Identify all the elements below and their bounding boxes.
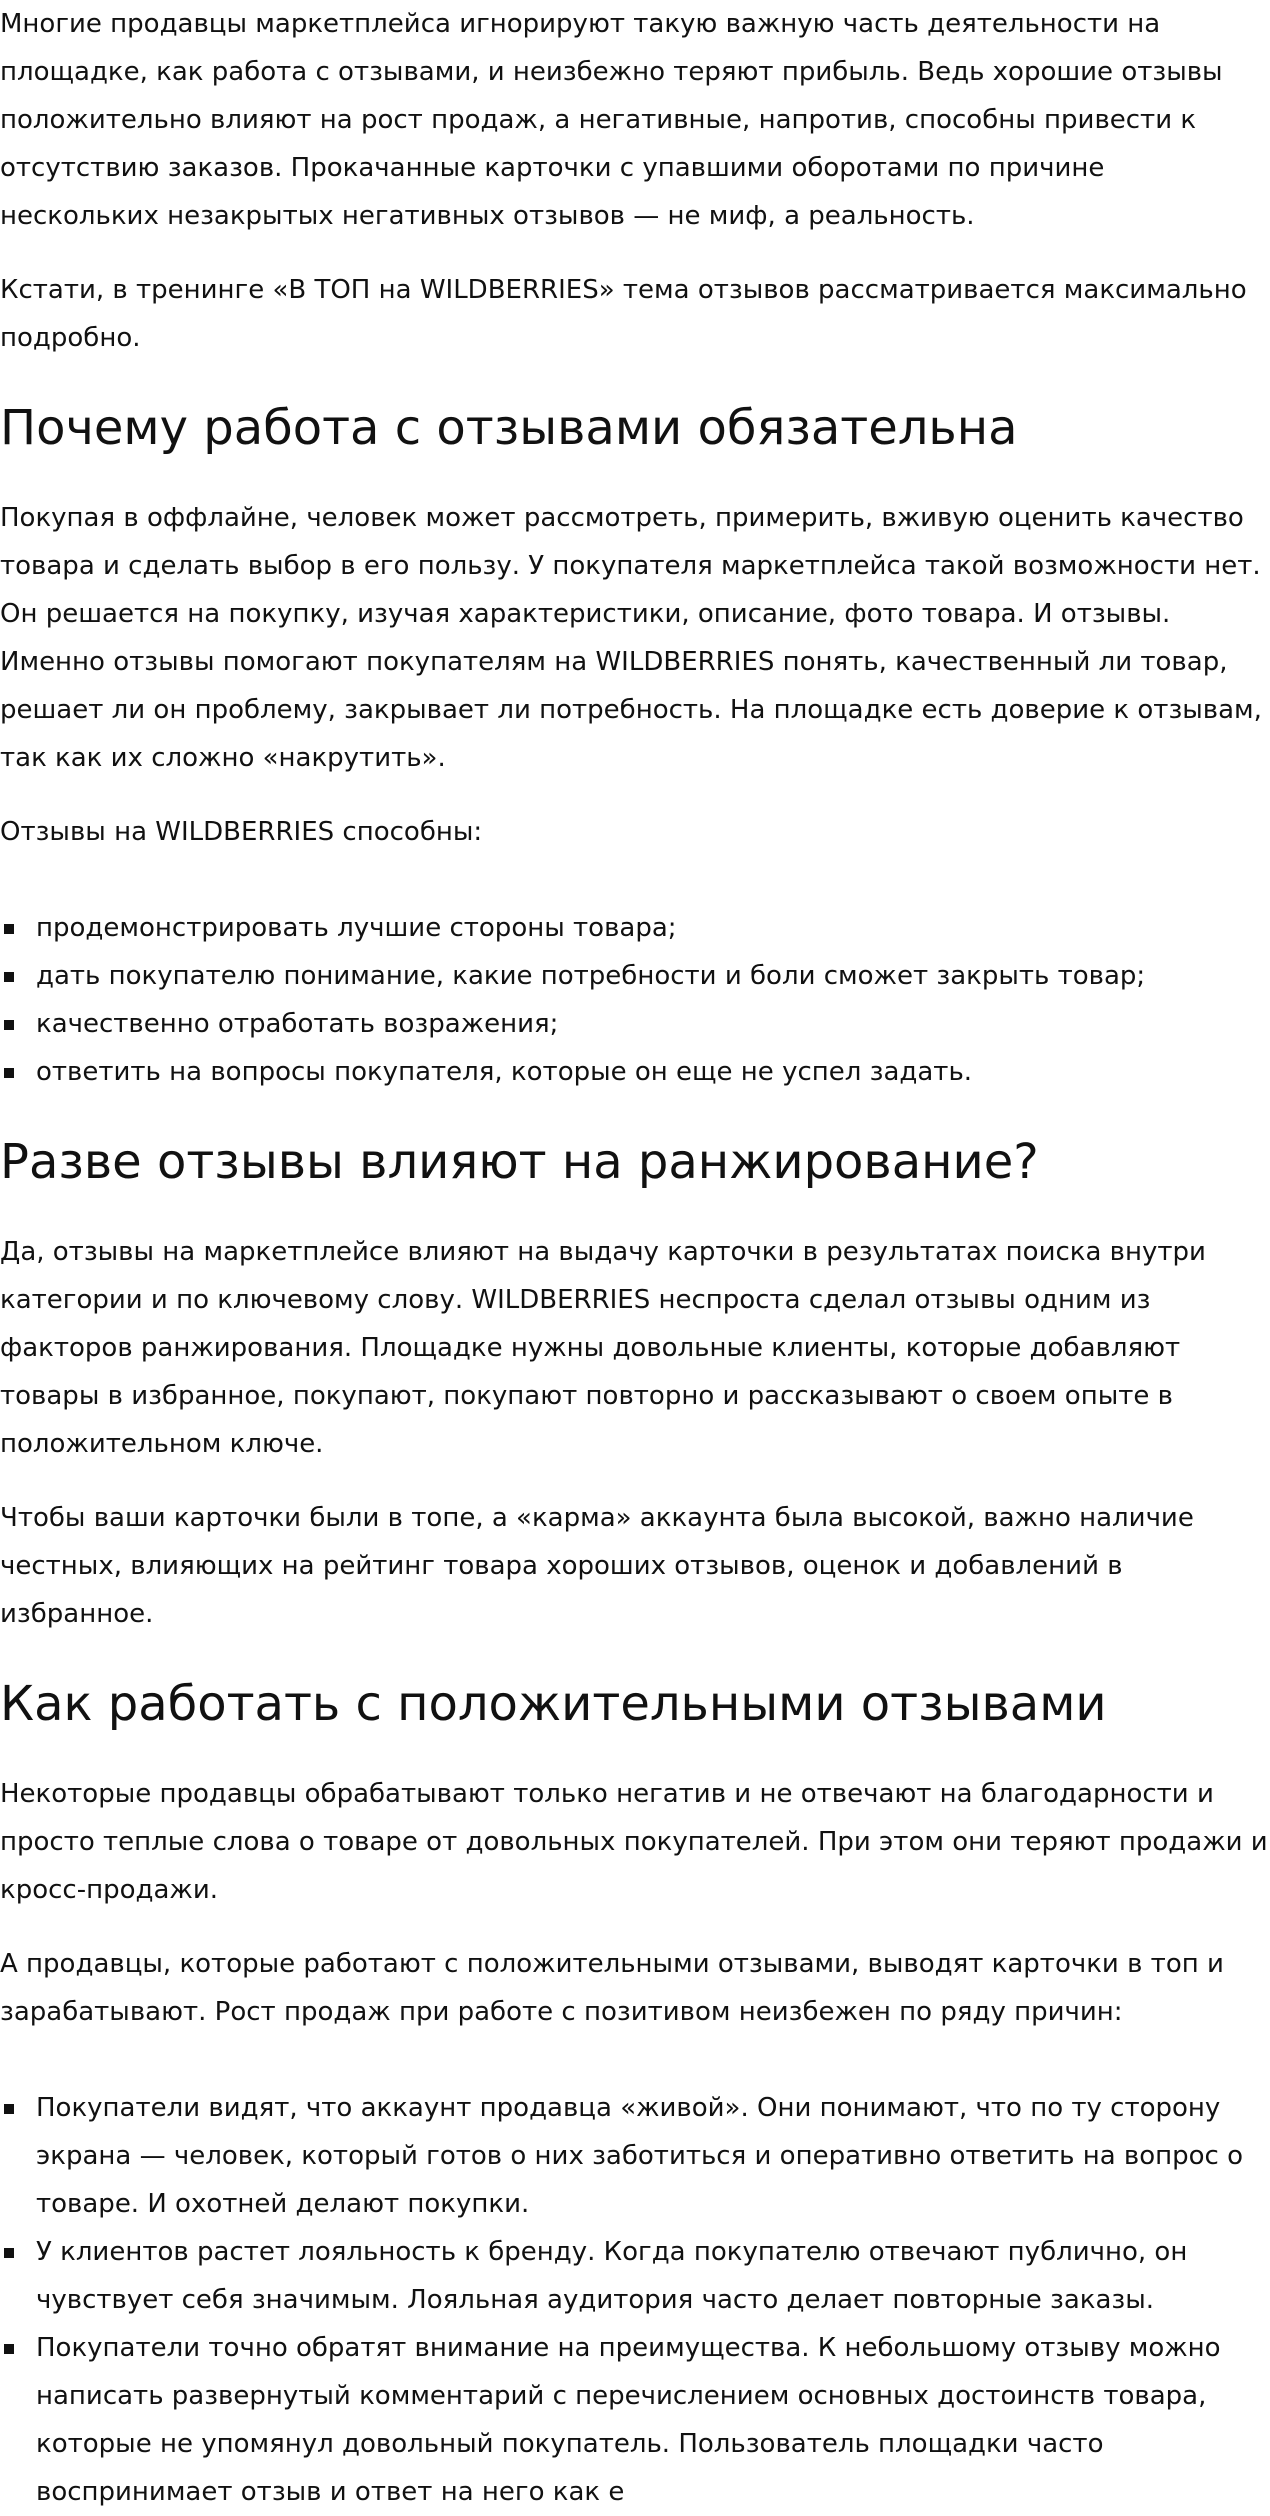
section3-bullet-list [0, 2084, 1270, 2516]
list-item-text: дать покупателю понимание, какие потребности и боли сможет закрыть товар; [36, 961, 1146, 991]
list-item-text: качественно отработать возражения; [36, 1009, 559, 1039]
section1-paragraph-2: Отзывы на WILDBERRIES способны: [0, 817, 483, 847]
list-item [0, 952, 1270, 1000]
list-item [0, 904, 1270, 952]
square-bullet-icon [4, 2344, 14, 2354]
list-item-text: Покупатели видят, что аккаунт продавца «живой». Они понимают, что по ту сторону экрана — человек, который готов о них заботиться и оперативно ответить на вопрос о товаре. И охотней делают покупки. [36, 2093, 1243, 2219]
section1-paragraph-1: Покупая в оффлайне, человек может рассмотреть, примерить, вживую оценить качество товара и сделать выбор в его пользу. У покупателя маркетплейса такой возможности нет. Он решается на покупку, изучая характеристики, описание, фото товара. И отзывы. Именно отзывы помогают покупателям на WILDBERRIES понять, качественный ли товар, решает ли он проблему, закрывает ли потребность. На площадке есть доверие к отзывам, так как их сложно «накрутить». [0, 503, 1262, 773]
list-item [0, 1048, 1270, 1096]
section3-paragraph-2: А продавцы, которые работают с положительными отзывами, выводят карточки в топ и зарабатывают. Рост продаж при работе с позитивом неизбежен по ряду причин: [0, 1949, 1224, 2027]
list-item [0, 2228, 1270, 2324]
intro-paragraph-1: Многие продавцы маркетплейса игнорируют такую важную часть деятельности на площадке, как работа с отзывами, и неизбежно теряют прибыль. Ведь хорошие отзывы положительно влияют на рост продаж, а негативные, напротив, способны привести к отсутствию заказов. Прокачанные карточки с упавшими оборотами по причине нескольких незакрытых негативных отзывов — не миф, а реальность. [0, 9, 1223, 231]
square-bullet-icon [4, 2248, 14, 2258]
list-item [0, 2084, 1270, 2228]
square-bullet-icon [4, 1068, 14, 1078]
list-item-text: продемонстрировать лучшие стороны товара; [36, 913, 677, 943]
square-bullet-icon [4, 972, 14, 982]
square-bullet-icon [4, 1020, 14, 1030]
list-item-text: Покупатели точно обратят внимание на преимущества. К небольшому отзыву можно написать развернутый комментарий с перечислением основных достоинств товара, которые не упомянул довольный покупатель. Пользователь площадки часто воспринимает отзыв и ответ на него как е [36, 2333, 1221, 2507]
list-item-text: ответить на вопросы покупателя, которые он еще не успел задать. [36, 1057, 973, 1087]
section-heading-ranking: Разве отзывы влияют на ранжирование? [0, 1134, 1039, 1190]
section2-paragraph-1: Да, отзывы на маркетплейсе влияют на выдачу карточки в результатах поиска внутри категории и по ключевому слову. WILDBERRIES неспроста сделал отзывы одним из факторов ранжирования. Площадке нужны довольные клиенты, которые добавляют товары в избранное, покупают, покупают повторно и рассказывают о своем опыте в положительном ключе. [0, 1237, 1206, 1459]
section-heading-why-reviews: Почему работа с отзывами обязательна [0, 400, 1018, 456]
section-heading-positive-reviews: Как работать с положительными отзывами [0, 1676, 1107, 1732]
list-item [0, 2324, 1270, 2516]
section2-paragraph-2: Чтобы ваши карточки были в топе, а «карма» аккаунта была высокой, важно наличие честных, влияющих на рейтинг товара хороших отзывов, оценок и добавлений в избранное. [0, 1503, 1194, 1629]
section1-bullet-list [0, 904, 1270, 1096]
square-bullet-icon [4, 2104, 14, 2114]
section3-paragraph-1: Некоторые продавцы обрабатывают только негатив и не отвечают на благодарности и просто теплые слова о товаре от довольных покупателей. При этом они теряют продажи и кросс-продажи. [0, 1779, 1268, 1905]
list-item-text: У клиентов растет лояльность к бренду. Когда покупателю отвечают публично, он чувствует себя значимым. Лояльная аудитория часто делает повторные заказы. [36, 2237, 1188, 2315]
square-bullet-icon [4, 924, 14, 934]
list-item [0, 1000, 1270, 1048]
intro-paragraph-2: Кстати, в тренинге «В ТОП на WILDBERRIES» тема отзывов рассматривается максимально подробно. [0, 275, 1247, 353]
